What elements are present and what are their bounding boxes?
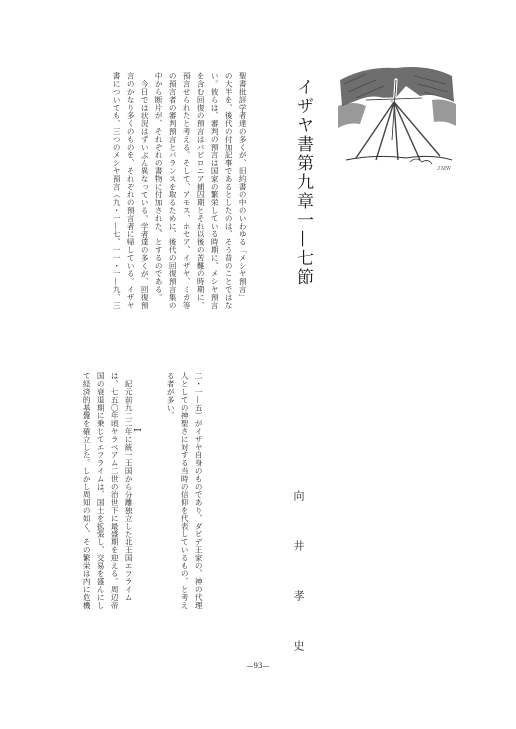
section-heading: I xyxy=(131,428,141,432)
text-column: 二・一—五）がイザヤ自身のものであり、ダビデ王家の、神の代理 xyxy=(194,372,204,609)
text-column: 今日では状況はずいぶん異なっている。学者達の多くが、回復預 xyxy=(140,80,150,310)
text-column: 預言せられたと考える。そして、アモス、ホセア、イザヤ、ミカ等 xyxy=(182,72,192,309)
text-column: の大半を、後代の付加記事であるとしたのは、そう昔のことではな xyxy=(224,72,234,309)
text-column: 言のかなり多くのものを、それぞれの預言者に帰している。イザヤ xyxy=(126,72,136,309)
illustration-caption: ＪＭＷ xyxy=(436,166,452,172)
page-number: —93— xyxy=(246,662,270,670)
author-name: 向 井 孝 史 xyxy=(292,490,305,665)
text-column: 聖書批評学者達の多くが、旧約書の中のいわゆる「メシヤ預言」 xyxy=(238,72,248,302)
cross-rays-illustration xyxy=(336,62,458,172)
text-column: は、七五〇年頃ヤラベアム二世の治世下に最盛期を迎える。周辺帝 xyxy=(110,372,120,609)
article-title: イザヤ書第九章一—七節 xyxy=(293,78,313,287)
text-column: い。彼らは、審判の預言は国家の繁栄している時期に、メシヤ預言 xyxy=(210,72,220,309)
text-column: 中から断片が、それぞれの書物に付加された、とするのである。 xyxy=(154,72,164,302)
text-column: 書についても、三つのメシヤ預言（九・一—七、一一・一—九、三 xyxy=(112,72,122,309)
text-column: を含む回復の預言はバビロニア捕囚期とそれ以後の苦難の時期に、 xyxy=(196,72,206,309)
text-column: 国の衰退期に乗じてエフライムは、国土を拡張し、交易を盛んにし xyxy=(96,372,106,609)
text-column: て経済的基盤を確立した。しかし周知の如く、その繁栄は内に危機 xyxy=(82,372,92,609)
text-column: る者が多い。 xyxy=(166,372,176,420)
text-column: 紀元前九二二年に統一王国から分離独立した北王国エフライム xyxy=(124,380,134,602)
text-column: の預言者の審判預言とバランスを取るために、後代の回復預言集の xyxy=(168,72,178,309)
text-column: 人としての神聖さに対する当時の信仰を代表しているもの、と考え xyxy=(180,372,190,609)
